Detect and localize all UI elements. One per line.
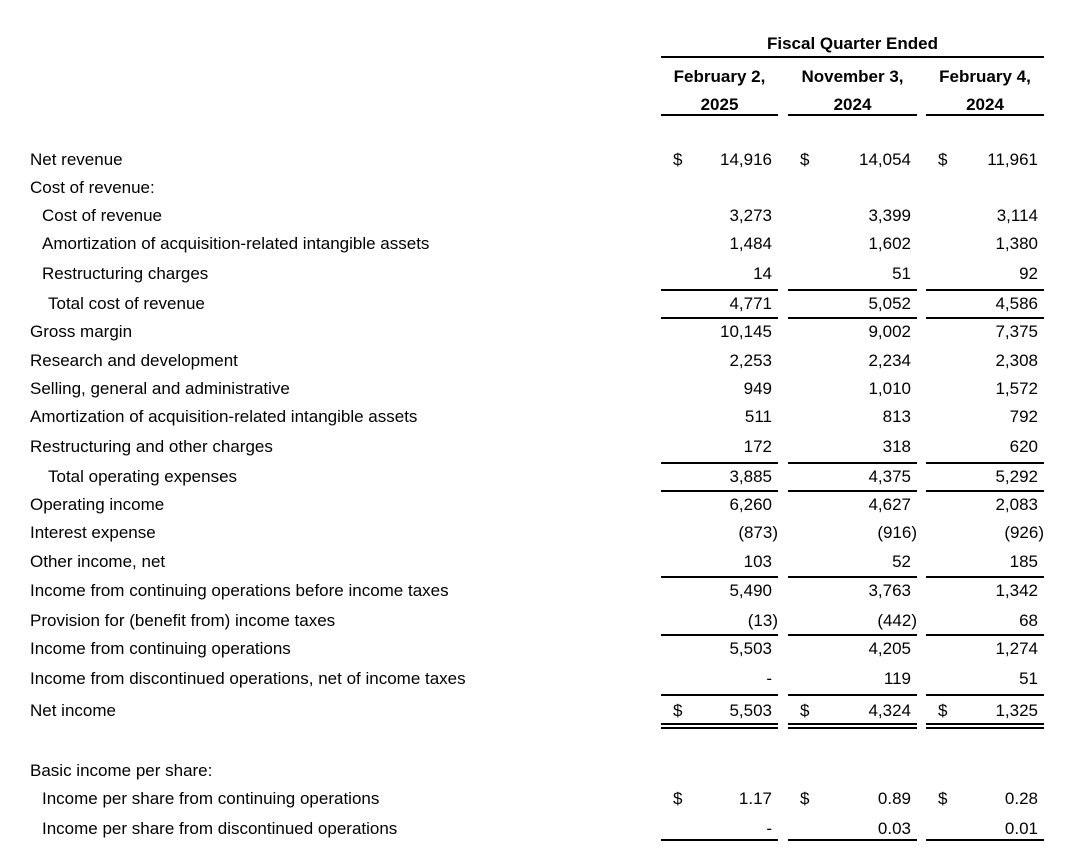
- value-cell-col3: [926, 260, 1044, 288]
- value-cell-col2: [788, 260, 917, 288]
- row-label: Cost of revenue: [42, 206, 163, 225]
- subtotal-rule: [788, 462, 917, 464]
- value-cell-col1: [661, 403, 778, 431]
- value: 5,503: [729, 701, 772, 720]
- currency-symbol: $: [673, 789, 683, 808]
- table-row-amortization-opex: [0, 403, 1080, 431]
- row-label: Restructuring charges: [42, 264, 209, 283]
- currency-symbol: $: [673, 701, 683, 720]
- value: -: [766, 669, 772, 688]
- table-row-selling-general-admin: [0, 375, 1080, 403]
- subtotal-rule: [788, 839, 917, 841]
- row-label: Amortization of acquisition-related intangible assets: [30, 407, 418, 426]
- header-group-title: Fiscal Quarter Ended: [767, 34, 938, 53]
- currency-symbol: $: [938, 150, 948, 169]
- value-cell-col3: [926, 577, 1044, 605]
- row-label: Research and development: [30, 351, 238, 370]
- table-row-total-cost-of-revenue: [0, 290, 1080, 318]
- row-label: Total operating expenses: [48, 467, 238, 486]
- value: 1,484: [729, 234, 772, 253]
- table-row-other-income-net: [0, 548, 1080, 576]
- value-cell-col1: [661, 202, 778, 230]
- value: 4,375: [868, 467, 911, 486]
- row-label: Interest expense: [30, 523, 156, 542]
- value: (916): [877, 523, 917, 542]
- value-cell-col1: [661, 347, 778, 375]
- value-cell-col1: [661, 174, 778, 202]
- double-total-rule: [926, 727, 1044, 729]
- row-label: Net income: [30, 701, 116, 720]
- table-row-total-operating-expenses: [0, 463, 1080, 491]
- currency-symbol: $: [800, 701, 810, 720]
- table-row-interest-expense: [0, 519, 1080, 547]
- row-label: Income per share from discontinued operations: [42, 819, 398, 838]
- value: 0.01: [1004, 819, 1038, 838]
- value: 5,503: [729, 639, 772, 658]
- value: 5,052: [868, 294, 911, 313]
- row-label: Net revenue: [30, 150, 123, 169]
- value-cell-col3: [926, 519, 1044, 547]
- value-cell-col3: [926, 375, 1044, 403]
- value: 6,260: [729, 495, 772, 514]
- value: 1,572: [995, 379, 1038, 398]
- value: 318: [882, 437, 911, 456]
- table-row-net-income: [0, 697, 1080, 725]
- value-cell-col3: [926, 174, 1044, 202]
- value: 1,274: [995, 639, 1038, 658]
- value-cell-col2: [788, 146, 917, 174]
- row-label: Income from discontinued operations, net of income taxes: [30, 669, 466, 688]
- table-row-restructuring-and-other: [0, 433, 1080, 461]
- subtotal-rule: [661, 317, 778, 319]
- row-label: Operating income: [30, 495, 165, 514]
- value: 7,375: [995, 322, 1038, 341]
- column-header-rule: [788, 114, 917, 116]
- value-cell-col2: [788, 548, 917, 576]
- row-label: Other income, net: [30, 552, 166, 571]
- value: 1,325: [995, 701, 1038, 720]
- value: 4,205: [868, 639, 911, 658]
- value: -: [766, 819, 772, 838]
- value: 103: [743, 552, 772, 571]
- value: 14: [753, 264, 772, 283]
- header-group-rule: [661, 56, 1044, 58]
- table-row-research-and-development: [0, 347, 1080, 375]
- value-cell-col1: [661, 146, 778, 174]
- currency-symbol: $: [938, 789, 948, 808]
- row-label: Selling, general and administrative: [30, 379, 290, 398]
- value: 2,253: [729, 351, 772, 370]
- value-cell-col3: [926, 347, 1044, 375]
- value: 52: [892, 552, 911, 571]
- value-cell-col1: [661, 230, 778, 258]
- value-cell-col2: [788, 433, 917, 461]
- subtotal-rule: [788, 317, 917, 319]
- value: 1,380: [995, 234, 1038, 253]
- subtotal-rule: [926, 694, 1044, 696]
- value-cell-col3: [926, 757, 1044, 785]
- value: (13): [747, 611, 778, 630]
- value: 51: [892, 264, 911, 283]
- column-header-3: [926, 63, 1044, 119]
- table-row-income-discontinued-ops: [0, 665, 1080, 693]
- value-cell-col3: [926, 491, 1044, 519]
- row-label: Basic income per share:: [30, 761, 213, 780]
- value-cell-col3: [926, 785, 1044, 813]
- value-cell-col2: [788, 635, 917, 663]
- column-header-1: [661, 63, 778, 119]
- value: 3,114: [996, 206, 1038, 225]
- value: 3,399: [868, 206, 911, 225]
- value-cell-col1: [661, 375, 778, 403]
- value-cell-col1: [661, 433, 778, 461]
- value-cell-col2: [788, 375, 917, 403]
- subtotal-rule: [926, 576, 1044, 578]
- value-cell-col3: [926, 318, 1044, 346]
- value-cell-col3: [926, 230, 1044, 258]
- value-cell-col2: [788, 230, 917, 258]
- value-cell-col3: [926, 403, 1044, 431]
- value-cell-col2: [788, 463, 917, 491]
- table-row-amortization-cogs: [0, 230, 1080, 258]
- value: 5,490: [729, 581, 772, 600]
- value-cell-col2: [788, 519, 917, 547]
- value: 792: [1009, 407, 1038, 426]
- table-row-operating-income: [0, 491, 1080, 519]
- table-row-provision-income-taxes: [0, 607, 1080, 635]
- table-row-basic-eps-header: [0, 757, 1080, 785]
- value: 2,234: [868, 351, 911, 370]
- currency-symbol: $: [673, 150, 683, 169]
- value: 14,916: [720, 150, 772, 169]
- subtotal-rule: [926, 317, 1044, 319]
- value-cell-col1: [661, 519, 778, 547]
- value: 119: [883, 669, 911, 688]
- value-cell-col3: [926, 202, 1044, 230]
- value: 2,308: [995, 351, 1038, 370]
- double-total-rule: [661, 727, 778, 729]
- value-cell-col3: [926, 548, 1044, 576]
- value-cell-col1: [661, 635, 778, 663]
- subtotal-rule: [926, 490, 1044, 492]
- subtotal-rule: [661, 634, 778, 636]
- column-header-1-line2: 2025: [700, 95, 739, 114]
- table-row-cost-of-revenue-header: [0, 174, 1080, 202]
- value-cell-col1: [661, 757, 778, 785]
- value: 3,763: [868, 581, 911, 600]
- row-label: Amortization of acquisition-related intangible assets: [42, 234, 430, 253]
- table-row-restructuring-charges: [0, 260, 1080, 288]
- value: 813: [882, 407, 911, 426]
- value-cell-col2: [788, 607, 917, 635]
- currency-symbol: $: [800, 789, 810, 808]
- value: (873): [738, 523, 778, 542]
- column-header-rule: [926, 114, 1044, 116]
- subtotal-rule: [661, 576, 778, 578]
- value-cell-col2: [788, 290, 917, 318]
- table-row-eps-discontinued-ops: [0, 815, 1080, 843]
- column-header-2-line2: 2024: [833, 95, 872, 114]
- value-cell-col1: [661, 318, 778, 346]
- value-cell-col2: [788, 697, 917, 725]
- value-cell-col3: [926, 607, 1044, 635]
- subtotal-rule: [788, 634, 917, 636]
- subtotal-rule: [661, 490, 778, 492]
- subtotal-rule: [788, 289, 917, 291]
- value-cell-col2: [788, 491, 917, 519]
- value-cell-col2: [788, 665, 917, 693]
- value-cell-col1: [661, 665, 778, 693]
- value: (442): [877, 611, 917, 630]
- value-cell-col2: [788, 577, 917, 605]
- subtotal-rule: [926, 289, 1044, 291]
- value: 1,010: [868, 379, 911, 398]
- value-cell-col2: [788, 757, 917, 785]
- value: 10,145: [720, 322, 772, 341]
- subtotal-rule: [926, 462, 1044, 464]
- row-label: Provision for (benefit from) income taxes: [30, 611, 336, 630]
- double-total-rule: [661, 723, 778, 725]
- table-row-eps-continuing-ops: [0, 785, 1080, 813]
- table-row-net-revenue: [0, 146, 1080, 174]
- value-cell-col3: [926, 290, 1044, 318]
- value-cell-col3: [926, 463, 1044, 491]
- value-cell-col1: [661, 548, 778, 576]
- value: 0.03: [877, 819, 911, 838]
- value-cell-col2: [788, 403, 917, 431]
- subtotal-rule: [661, 462, 778, 464]
- subtotal-rule: [926, 839, 1044, 841]
- value: 14,054: [859, 150, 911, 169]
- value: 11,961: [987, 150, 1038, 169]
- value: 4,627: [868, 495, 911, 514]
- subtotal-rule: [926, 634, 1044, 636]
- value: 4,771: [729, 294, 772, 313]
- value: 1,342: [995, 581, 1038, 600]
- value: 511: [744, 407, 772, 426]
- value-cell-col3: [926, 146, 1044, 174]
- row-label: Gross margin: [30, 322, 133, 341]
- value: 1,602: [868, 234, 911, 253]
- value: 0.28: [1004, 789, 1038, 808]
- value: 3,273: [729, 206, 772, 225]
- value: 0.89: [877, 789, 911, 808]
- value: 185: [1009, 552, 1038, 571]
- value-cell-col1: [661, 697, 778, 725]
- value-cell-col3: [926, 665, 1044, 693]
- subtotal-rule: [788, 576, 917, 578]
- value: 2,083: [995, 495, 1038, 514]
- column-header-3-line2: 2024: [966, 95, 1004, 114]
- subtotal-rule: [661, 694, 778, 696]
- double-total-rule: [788, 723, 917, 725]
- value-cell-col1: [661, 491, 778, 519]
- value-cell-col2: [788, 318, 917, 346]
- double-total-rule: [788, 727, 917, 729]
- value: 620: [1009, 437, 1038, 456]
- double-total-rule: [926, 723, 1044, 725]
- row-label: Total cost of revenue: [48, 294, 205, 313]
- value: 172: [743, 437, 772, 456]
- row-label: Income from continuing operations: [30, 639, 291, 658]
- value: 949: [743, 379, 772, 398]
- value-cell-col1: [661, 607, 778, 635]
- value: 5,292: [995, 467, 1038, 486]
- column-header-2-line1: November 3,: [801, 67, 904, 86]
- column-header-3-line1: February 4,: [939, 67, 1031, 86]
- value-cell-col1: [661, 577, 778, 605]
- value-cell-col1: [661, 260, 778, 288]
- currency-symbol: $: [800, 150, 810, 169]
- row-label: Income from continuing operations before income taxes: [30, 581, 449, 600]
- subtotal-rule: [661, 289, 778, 291]
- currency-symbol: $: [938, 701, 948, 720]
- value: 4,324: [868, 701, 911, 720]
- value-cell-col3: [926, 635, 1044, 663]
- row-label: Cost of revenue:: [30, 178, 155, 197]
- value-cell-col1: [661, 785, 778, 813]
- table-row-income-before-taxes: [0, 577, 1080, 605]
- value-cell-col1: [661, 290, 778, 318]
- value-cell-col3: [926, 697, 1044, 725]
- column-header-1-line1: February 2,: [673, 67, 766, 86]
- row-label: Income per share from continuing operations: [42, 789, 380, 808]
- column-header-rule: [661, 114, 778, 116]
- value: 68: [1019, 611, 1038, 630]
- subtotal-rule: [788, 490, 917, 492]
- value-cell-col3: [926, 433, 1044, 461]
- value: 4,586: [995, 294, 1038, 313]
- value-cell-col2: [788, 347, 917, 375]
- row-label: Restructuring and other charges: [30, 437, 273, 456]
- value-cell-col2: [788, 174, 917, 202]
- subtotal-rule: [661, 839, 778, 841]
- table-row-income-continuing-ops: [0, 635, 1080, 663]
- value: 92: [1019, 264, 1038, 283]
- value-cell-col2: [788, 202, 917, 230]
- value: (926): [1004, 523, 1044, 542]
- subtotal-rule: [788, 694, 917, 696]
- table-row-gross-margin: [0, 318, 1080, 346]
- value-cell-col2: [788, 785, 917, 813]
- value: 51: [1019, 669, 1038, 688]
- value-cell-col1: [661, 463, 778, 491]
- value: 1.17: [738, 789, 772, 808]
- value: 9,002: [868, 322, 911, 341]
- column-header-2: [788, 63, 917, 119]
- value: 3,885: [729, 467, 772, 486]
- table-row-cost-of-revenue: [0, 202, 1080, 230]
